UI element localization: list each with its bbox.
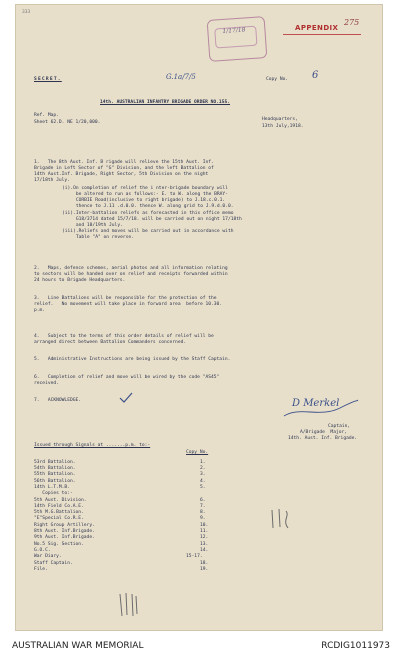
appendix-underline: [283, 34, 361, 35]
stamp-handwriting: 1/17/18: [222, 26, 246, 35]
distribution-copy: 7.: [200, 504, 206, 509]
para4-line: 4. Subject to the terms of this order details of relief will be: [34, 334, 214, 339]
para6-line: 6. Completion of relief and move will be wired by the code "AS45": [34, 375, 220, 380]
para4-line: arranged direct between Battalion Commanders concerned.: [34, 340, 187, 345]
distribution-name: 5th M.G.Battalion.: [34, 510, 84, 515]
para1-line: 1. The 8th Aust. Inf. B rigade will relieve the 15th Aust. Inf.: [34, 160, 214, 165]
appendix-number: 275: [344, 18, 360, 27]
distribution-copy: 19.: [200, 567, 209, 572]
caption-left: AUSTRALIAN WAR MEMORIAL: [12, 641, 144, 651]
para1-sub-line: Table "A" on reverse.: [62, 235, 134, 240]
issued-line: Issued through Signals at .......p.m. to:-: [34, 443, 151, 448]
distribution-copy: 11.: [200, 529, 209, 534]
para1-line: 14th Aust.Inf. Brigade, Right Sector, 5th Division on the night: [34, 172, 209, 177]
distribution-name: 53rd Battalion.: [34, 460, 76, 465]
distribution-name: Staff Captain.: [34, 561, 73, 566]
distribution-name: "E"Special Co.R.E.: [34, 516, 84, 521]
distribution-copy: 6.: [200, 498, 206, 503]
distribution-name: Copies to:-: [34, 491, 73, 496]
copy-no-header: Copy No.: [186, 450, 209, 455]
distribution-name: No.5 Sig. Section.: [34, 542, 84, 547]
order-title: 14th. AUSTRALIAN INFANTRY BRIGADE ORDER NO.155.: [100, 100, 230, 105]
ref-map-line2: Sheet 62.D. NE 1/20,000.: [34, 120, 101, 125]
distribution-name: War Diary.: [34, 554, 62, 559]
para3-line: 3. Line Battalions will be responsible for the protection of the: [34, 296, 217, 301]
distribution-name: File.: [34, 567, 48, 572]
registry-stamp: [207, 16, 268, 62]
pencil-mark: [116, 590, 140, 620]
distribution-copy: 5.: [200, 485, 206, 490]
signature-flourish: [280, 396, 360, 420]
secret-label: SECRET.: [34, 77, 62, 82]
ref-map-line1: Ref. Map.: [34, 113, 59, 118]
distribution-name: 5th Aust. Division.: [34, 498, 87, 503]
distribution-name: 56th Battalion.: [34, 479, 76, 484]
signature: D Merkel: [292, 398, 340, 409]
distribution-copy: 3.: [200, 472, 206, 477]
signatory-line: A/Brigade Major,: [300, 430, 348, 435]
distribution-name: 55th Battalion.: [34, 472, 76, 477]
signatory-line: 14th. Aust. Inf. Brigade.: [288, 436, 358, 441]
para1-sub-line: CORBIE Road(inclusive to right brigade) to J.18.c.0.1.: [62, 198, 226, 203]
distribution-copy: 1.: [200, 460, 206, 465]
distribution-name: Right Group Artillery.: [34, 523, 95, 528]
distribution-copy: 13.: [200, 542, 209, 547]
copy-label: Copy No.: [266, 77, 289, 82]
distribution-name: 8th Aust. Inf.Brigade.: [34, 529, 95, 534]
distribution-name: 14th L.T.M.B.: [34, 485, 70, 490]
hq-line2: 13th July,1918.: [262, 124, 304, 129]
para1-line: 17/18th July.: [34, 178, 70, 183]
distribution-copy: 8.: [200, 510, 206, 515]
distribution-copy: 2.: [200, 466, 206, 471]
para6-line: received.: [34, 381, 59, 386]
handwritten-reference: G.1a/7/5: [166, 73, 196, 81]
para1-sub-line: (i).On completion of relief the i nter-brigade boundary will: [62, 186, 228, 191]
distribution-copy: 14.: [200, 548, 209, 553]
paragraph-5: 5. Administrative Instructions are being issued by the Staff Captain.: [34, 357, 231, 362]
distribution-copy: 18.: [200, 561, 209, 566]
distribution-copy: 4.: [200, 479, 206, 484]
distribution-name: 14th Field Co.A.E.: [34, 504, 84, 509]
hq-line1: Headquarters,: [262, 117, 298, 122]
para3-line: relief. No movement will take place in forward area before 10.30.: [34, 302, 223, 307]
pencil-mark: [268, 506, 294, 532]
para2-line: 2. Maps, defence schemes, aerial photos and all information relating: [34, 266, 228, 271]
caption-right: RCDIG1011973: [321, 641, 390, 651]
distribution-name: 54th Battalion.: [34, 466, 76, 471]
signatory-line: Captain,: [328, 424, 351, 429]
para2-line: to sectors will be handed over on relief and receipts forwarded within: [34, 272, 228, 277]
para1-sub-line: G18/3714 dated 15/7/18. will be carried out on night 17/18th: [62, 217, 242, 222]
para2-line: 24 hours to Brigade Headquarters.: [34, 278, 126, 283]
para1-sub-line: (ii).Inter-battalion reliefs as forecasted in this office memo: [62, 211, 234, 216]
para1-sub-line: and 18/19th July.: [62, 223, 123, 228]
copy-number: 6: [312, 70, 319, 81]
para1-sub-line: be altered to run as follows:- E. to W. along the BRAY-: [62, 192, 228, 197]
para1-sub-line: (iii).Reliefs and moves will be carried out in accordance with: [62, 229, 234, 234]
para1-line: Brigade in Left Sector of "G" Division, and the left Battalion of: [34, 166, 214, 171]
distribution-copy: 9.: [200, 516, 206, 521]
distribution-copy: 15-17.: [186, 554, 203, 559]
tick-mark: [118, 392, 134, 404]
para3-line: p.m.: [34, 308, 46, 313]
distribution-name: G.O.C.: [34, 548, 51, 553]
paragraph-7: 7. ACKNOWLEDGE.: [34, 398, 82, 403]
distribution-copy: 10.: [200, 523, 209, 528]
distribution-name: 9th Aust. Inf.Brigade.: [34, 535, 95, 540]
para1-sub-line: thence to J.11 .d.0.0. thence W. along grid to J.9.d.0.0.: [62, 204, 234, 209]
appendix-label: APPENDIX: [295, 24, 339, 32]
distribution-copy: 12.: [200, 535, 209, 540]
archive-number: 333: [22, 10, 31, 15]
